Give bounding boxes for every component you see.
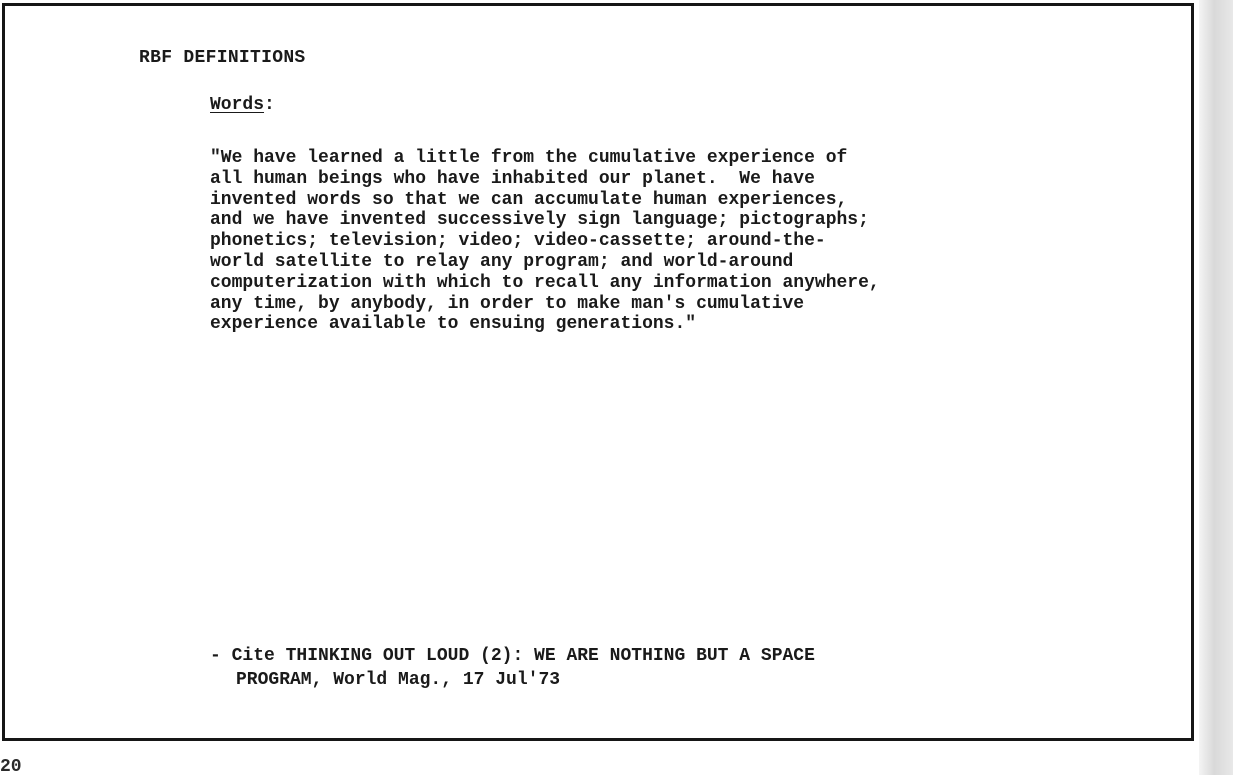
page-edge-shadow [1199, 0, 1233, 775]
citation-line: PROGRAM, World Mag., 17 Jul'73 [236, 670, 561, 690]
quote-line: invented words so that we can accumulate human experiences, [210, 189, 848, 210]
quote-line: world satellite to relay any program; and world-around [210, 251, 794, 272]
subheading [210, 95, 275, 115]
quote-line: any time, by anybody, in order to make man's cumulative [210, 293, 805, 314]
citation [210, 644, 815, 692]
subheading-term: Words [210, 95, 265, 115]
quote-line: phonetics; television; video; video-cassette; around-the- [210, 231, 826, 252]
quote-line: experience available to ensuing generations." [210, 314, 697, 335]
definition-quote [210, 148, 1110, 335]
quote-line: computerization with which to recall any information anywhere, [210, 272, 880, 293]
quote-line: and we have invented successively sign language; pictographs; [210, 210, 869, 231]
quote-line: all human beings who have inhabited our planet. We have [210, 168, 815, 189]
page-number: 20 [0, 757, 22, 775]
definition-card [2, 3, 1194, 741]
subheading-colon: : [264, 95, 275, 115]
card-header: RBF DEFINITIONS [139, 48, 306, 68]
citation-line: - Cite THINKING OUT LOUD (2): WE ARE NOTHING BUT A SPACE [210, 646, 815, 666]
quote-line: "We have learned a little from the cumulative experience of [210, 148, 848, 168]
